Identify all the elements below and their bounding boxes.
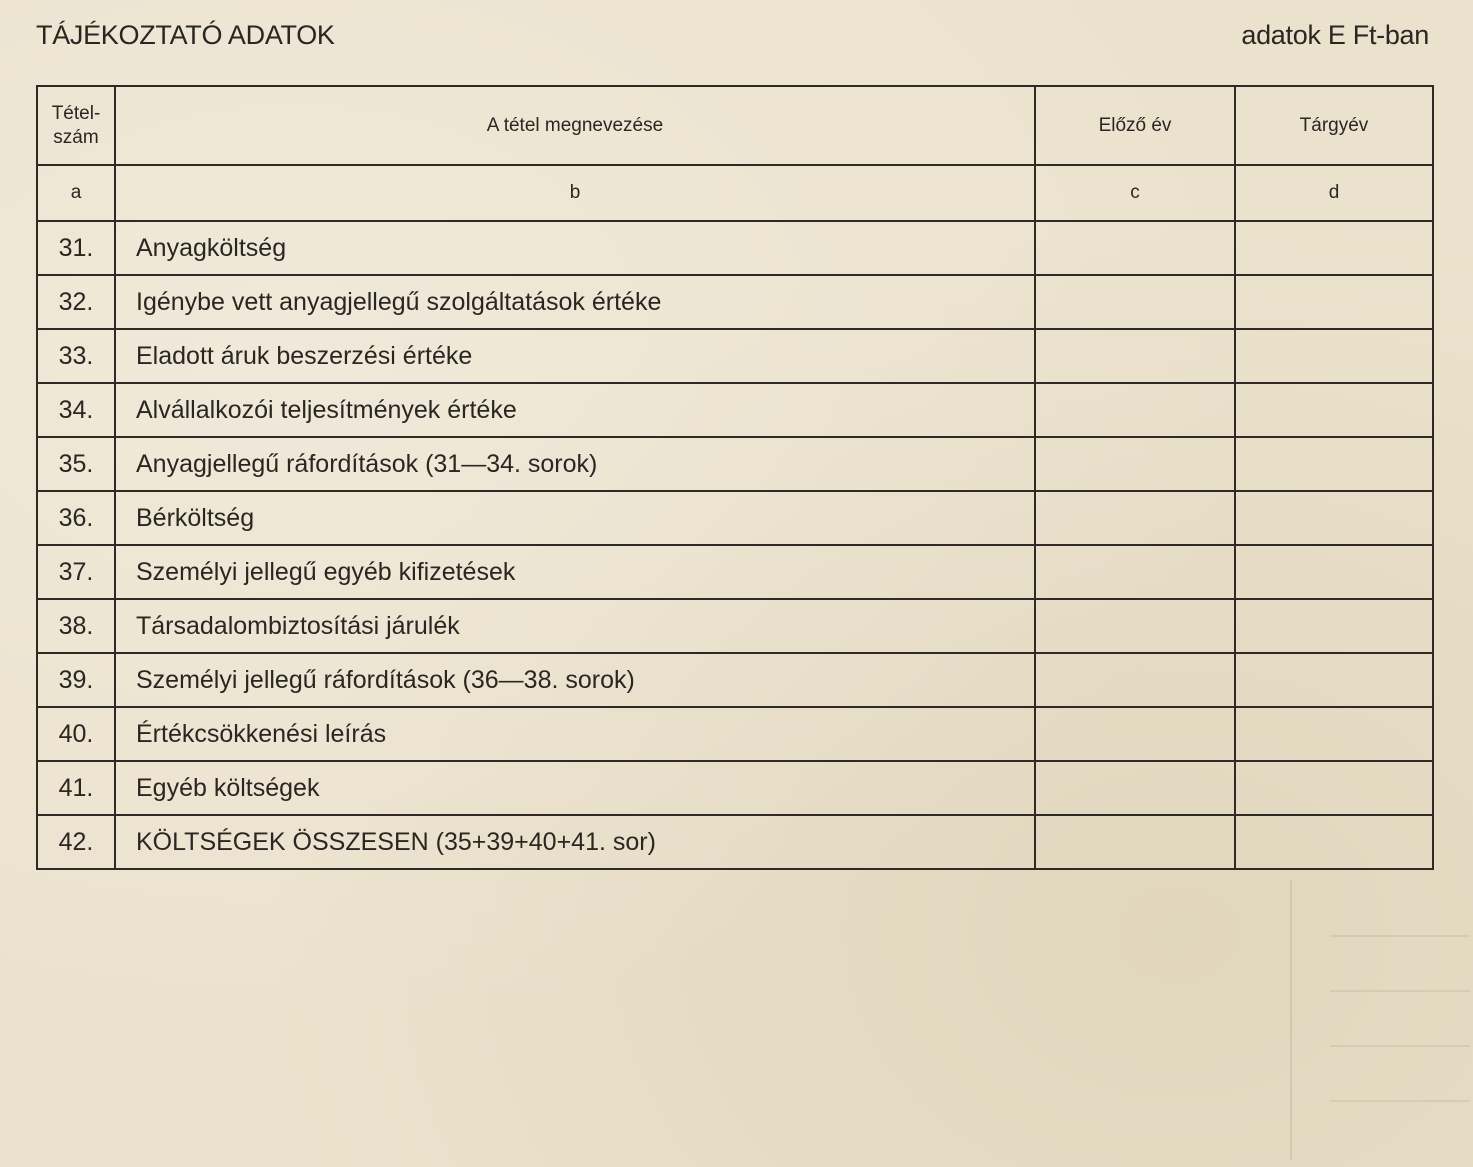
row-label: Társadalombiztosítási járulék: [115, 599, 1035, 653]
table-row: [37, 545, 1433, 599]
header-item-name: A tétel megnevezése: [115, 86, 1035, 165]
previous-year-cell[interactable]: [1035, 815, 1235, 869]
header-item-number-line1: Tétel-: [51, 102, 101, 124]
table-row: [37, 707, 1433, 761]
row-number: 31.: [37, 221, 115, 275]
table-row: [37, 599, 1433, 653]
row-label: Alvállalkozói teljesítmények értéke: [115, 383, 1035, 437]
cost-data-table: [36, 85, 1434, 870]
current-year-cell[interactable]: [1235, 491, 1433, 545]
current-year-cell[interactable]: [1235, 599, 1433, 653]
table-row: [37, 275, 1433, 329]
row-label: Bérköltség: [115, 491, 1035, 545]
table-header-row: [37, 86, 1433, 165]
table-row: [37, 221, 1433, 275]
table-row: [37, 437, 1433, 491]
row-number: 33.: [37, 329, 115, 383]
column-letter-row: [37, 165, 1433, 221]
row-number: 35.: [37, 437, 115, 491]
header-current-year: Tárgyév: [1235, 86, 1433, 165]
row-label: Igénybe vett anyagjellegű szolgáltatások értéke: [115, 275, 1035, 329]
previous-year-cell[interactable]: [1035, 761, 1235, 815]
previous-year-cell[interactable]: [1035, 275, 1235, 329]
reverse-side-bleed-line: [1330, 1100, 1470, 1102]
table-row-total: [37, 815, 1433, 869]
row-label: Egyéb költségek: [115, 761, 1035, 815]
row-label: Anyagjellegű ráfordítások (31—34. sorok): [115, 437, 1035, 491]
header-item-number: [37, 86, 115, 165]
header-previous-year: Előző év: [1035, 86, 1235, 165]
table-row: [37, 383, 1433, 437]
row-number: 40.: [37, 707, 115, 761]
column-letter-d: d: [1235, 165, 1433, 221]
table-row: [37, 329, 1433, 383]
column-letter-c: c: [1035, 165, 1235, 221]
row-label: Személyi jellegű ráfordítások (36—38. sorok): [115, 653, 1035, 707]
unit-note: adatok E Ft-ban: [1241, 20, 1429, 50]
previous-year-cell[interactable]: [1035, 491, 1235, 545]
current-year-cell[interactable]: [1235, 437, 1433, 491]
header-item-number-line2: szám: [53, 126, 99, 148]
row-label: Anyagköltség: [115, 221, 1035, 275]
row-number: 36.: [37, 491, 115, 545]
current-year-cell[interactable]: [1235, 545, 1433, 599]
form-title: TÁJÉKOZTATÓ ADATOK: [36, 20, 335, 50]
row-number: 32.: [37, 275, 115, 329]
reverse-side-bleed: [1290, 880, 1472, 1160]
previous-year-cell[interactable]: [1035, 383, 1235, 437]
current-year-cell[interactable]: [1235, 653, 1433, 707]
previous-year-cell[interactable]: [1035, 599, 1235, 653]
row-label: Személyi jellegű egyéb kifizetések: [115, 545, 1035, 599]
previous-year-cell[interactable]: [1035, 653, 1235, 707]
reverse-side-bleed-line: [1330, 935, 1470, 937]
previous-year-cell[interactable]: [1035, 221, 1235, 275]
row-number: 42.: [37, 815, 115, 869]
current-year-cell[interactable]: [1235, 275, 1433, 329]
reverse-side-bleed-line: [1330, 1045, 1470, 1047]
current-year-cell[interactable]: [1235, 707, 1433, 761]
column-letter-a: a: [37, 165, 115, 221]
current-year-cell[interactable]: [1235, 815, 1433, 869]
previous-year-cell[interactable]: [1035, 545, 1235, 599]
current-year-cell[interactable]: [1235, 221, 1433, 275]
row-number: 37.: [37, 545, 115, 599]
row-number: 38.: [37, 599, 115, 653]
row-label: Eladott áruk beszerzési értéke: [115, 329, 1035, 383]
row-number: 34.: [37, 383, 115, 437]
reverse-side-bleed-line: [1330, 990, 1470, 992]
row-number: 39.: [37, 653, 115, 707]
current-year-cell[interactable]: [1235, 329, 1433, 383]
previous-year-cell[interactable]: [1035, 329, 1235, 383]
previous-year-cell[interactable]: [1035, 437, 1235, 491]
table-row: [37, 653, 1433, 707]
column-letter-b: b: [115, 165, 1035, 221]
previous-year-cell[interactable]: [1035, 707, 1235, 761]
table-row: [37, 761, 1433, 815]
current-year-cell[interactable]: [1235, 761, 1433, 815]
current-year-cell[interactable]: [1235, 383, 1433, 437]
row-number: 41.: [37, 761, 115, 815]
row-label: KÖLTSÉGEK ÖSSZESEN (35+39+40+41. sor): [115, 815, 1035, 869]
table-row: [37, 491, 1433, 545]
row-label: Értékcsökkenési leírás: [115, 707, 1035, 761]
